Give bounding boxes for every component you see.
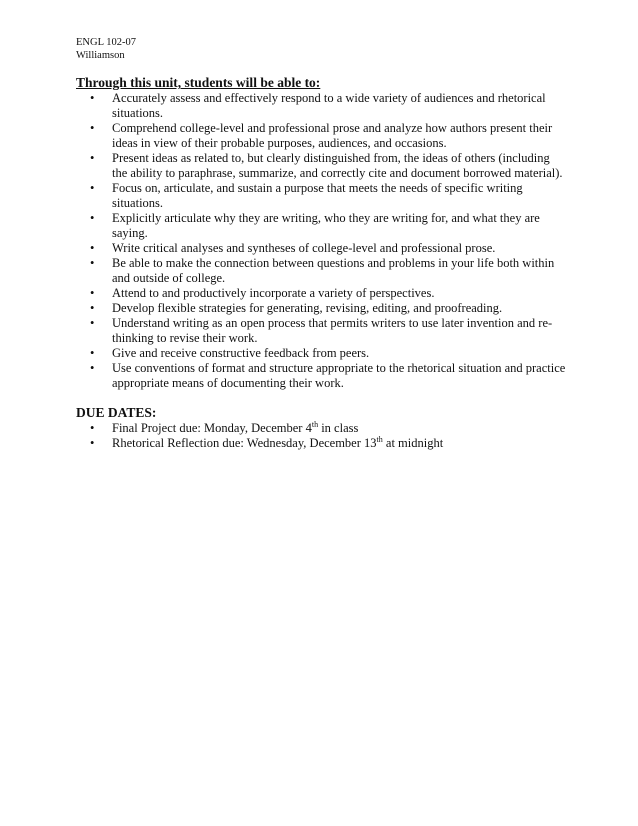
bullet-icon: • [90,211,95,225]
list-item-text: Accurately assess and effectively respond to a wide variety of audiences and rhetorical situations. [112,91,546,120]
bullet-icon: • [90,151,95,165]
list-item [90,316,566,346]
bullet-icon: • [90,316,95,330]
list-item-text: Use conventions of format and structure appropriate to the rhetorical situation and practice appropriate means of documenting their work. [112,361,566,390]
list-item [90,361,566,391]
list-item [90,91,566,121]
list-item-text: Understand writing as an open process that permits writers to use later invention and re-thinking to revise their work. [112,316,553,345]
due-date-text: Final Project due: Monday, December 4 [112,421,312,435]
bullet-icon: • [90,256,95,270]
list-item-text: Give and receive constructive feedback from peers. [112,346,370,360]
list-item [90,121,566,151]
list-item-text: Comprehend college-level and professional prose and analyze how authors present their ideas in view of their probable purposes, audiences, and occasions. [112,121,553,150]
outcomes-heading-text: Through this unit, students will be able to: [76,75,321,90]
list-item [90,241,566,256]
due-date-item [90,434,566,451]
list-item [90,256,566,286]
bullet-icon: • [90,181,95,195]
course-code: ENGL 102-07 [76,37,136,48]
ordinal-suffix: th [376,434,383,444]
bullet-icon: • [90,91,95,105]
due-date-text: Rhetorical Reflection due: Wednesday, December 13 [112,436,377,450]
list-item [90,346,566,361]
bullet-icon: • [90,421,95,435]
due-date-detail: in class [318,421,359,435]
list-item [90,211,566,241]
bullet-icon: • [90,286,95,300]
bullet-icon: • [90,121,95,135]
bullet-icon: • [90,361,95,375]
due-dates-heading: DUE DATES: [76,405,157,420]
bullet-icon: • [90,241,95,255]
list-item [90,301,566,316]
list-item-text: Attend to and productively incorporate a variety of perspectives. [112,286,435,300]
list-item-text: Be able to make the connection between questions and problems in your life both within and outside of college. [112,256,555,285]
list-item [90,286,566,301]
list-item-text: Write critical analyses and syntheses of college-level and professional prose. [112,241,496,255]
list-item [90,151,566,181]
list-item-text: Explicitly articulate why they are writing, who they are writing for, and what they are saying. [112,211,540,240]
bullet-icon: • [90,436,95,450]
outcomes-heading [76,74,566,91]
bullet-icon: • [90,346,95,360]
outcomes-list [76,91,566,391]
document-page [76,36,566,451]
list-item-text: Focus on, articulate, and sustain a purpose that meets the needs of specific writing situations. [112,181,523,210]
due-dates-list [76,421,566,451]
instructor-name: Williamson [76,50,125,61]
list-item-text: Develop flexible strategies for generating, revising, editing, and proofreading. [112,301,503,315]
due-date-item [90,419,566,436]
due-date-detail: at midnight [382,436,444,450]
list-item [90,181,566,211]
ordinal-suffix: th [311,419,319,429]
list-item-text: Present ideas as related to, but clearly distinguished from, the ideas of others (including the ability to paraphrase, summarize, and correctly cite and document borrowed material). [112,151,563,180]
bullet-icon: • [90,301,95,315]
